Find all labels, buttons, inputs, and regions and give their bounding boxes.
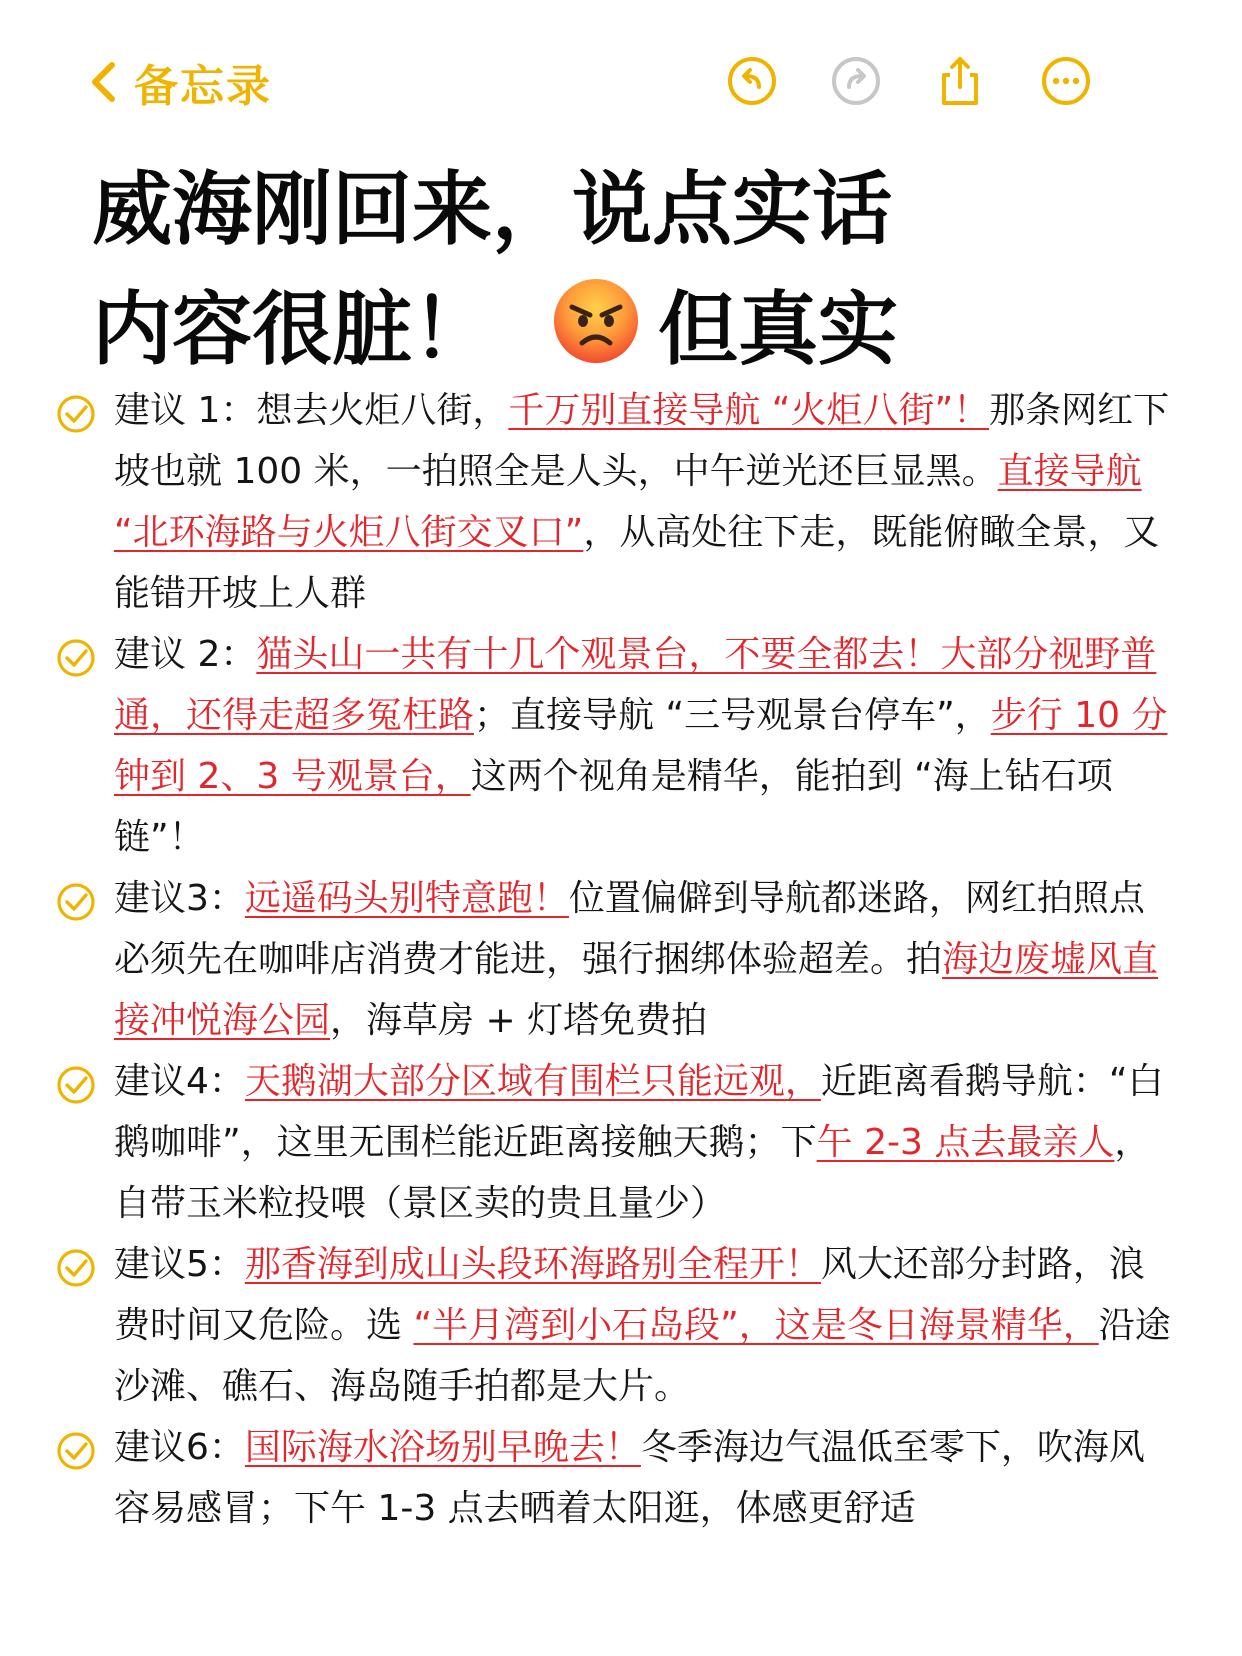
title-line-2a: 内容很脏！ [92, 283, 492, 376]
angry-face-emoji [552, 277, 640, 365]
checklist-item [56, 1417, 1176, 1539]
checkmark-circle-icon[interactable] [56, 882, 96, 922]
checklist-item [56, 868, 1176, 1051]
body-text: 建议6： [114, 1427, 245, 1468]
checklist-item [56, 1234, 1176, 1417]
body-text: 沿途沙滩、礁石、海岛随手拍都是大片。 [114, 1305, 1171, 1407]
share-icon[interactable] [934, 55, 986, 107]
body-text: 这两个视角是精华，能拍到 “海上钻石项链”！ [114, 756, 1113, 858]
body-text: ；直接导航 “三号观景台停车”， [474, 695, 991, 736]
checklist-item [56, 624, 1176, 868]
highlighted-text: “半月湾到小石岛段”，这是冬日海景精华， [413, 1305, 1099, 1346]
body-text: 建议 2： [114, 634, 257, 675]
highlighted-text: 国际海水浴场别早晚去！ [244, 1427, 641, 1468]
checklist-item [56, 380, 1176, 624]
body-text: ，从高处往下走，既能俯瞰全景，又能错开坡上人群 [114, 512, 1160, 614]
back-button[interactable] [86, 50, 272, 114]
body-text: 建议4： [114, 1061, 245, 1102]
chevron-left-icon [86, 59, 120, 105]
highlighted-text: 海边废墟风直接冲悦海公园 [114, 939, 1159, 1041]
body-text: 冬季海边气温低至零下，吹海风容易感冒；下午 1-3 点去晒着太阳逛，体感更舒适 [114, 1427, 1145, 1529]
back-label: 备忘录 [134, 61, 272, 112]
note-title [92, 150, 898, 390]
highlighted-text: 午 2-3 点去最亲人 [816, 1122, 1115, 1163]
body-text: 建议3： [114, 878, 245, 919]
more-icon[interactable] [1040, 55, 1092, 107]
body-text: 风大还部分封路，浪费时间又危险。选 [114, 1244, 1145, 1346]
checkmark-circle-icon[interactable] [56, 1065, 96, 1105]
highlighted-text: 步行 10 分钟到 2、3 号观景台， [114, 695, 1168, 797]
title-line-2 [92, 270, 898, 390]
checkmark-circle-icon[interactable] [56, 1431, 96, 1471]
highlighted-text: 猫头山一共有十几个观景台，不要全都去！大部分视野普通，还得走超多冤枉路 [114, 634, 1157, 736]
body-text: 那条网红下坡也就 100 米，一拍照全是人头，中午逆光还巨显黑。 [114, 390, 1170, 492]
highlighted-text: 直接导航 “北环海路与火炬八街交叉口” [114, 451, 1142, 553]
title-line-1: 威海刚回来，说点实话 [92, 163, 892, 256]
checkmark-circle-icon[interactable] [56, 394, 96, 434]
body-text: 位置偏僻到导航都迷路，网红拍照点必须先在咖啡店消费才能进，强行捆绑体验超差。拍 [114, 878, 1145, 980]
body-text: ，自带玉米粒投喂（景区卖的贵且量少） [114, 1122, 1151, 1224]
body-text: ，海草房 + 灯塔免费拍 [330, 1000, 708, 1041]
body-text: 近距离看鹅导航：“白鹅咖啡”，这里无围栏能近距离接触天鹅；下 [114, 1061, 1164, 1163]
redo-icon[interactable] [830, 55, 882, 107]
highlighted-text: 天鹅湖大部分区域有围栏只能远观， [244, 1061, 821, 1102]
body-text: 建议 1：想去火炬八街， [114, 390, 509, 431]
title-line-2b: 但真实 [658, 283, 898, 376]
checklist-item [56, 1051, 1176, 1234]
tips-list [56, 380, 1176, 1539]
top-toolbar [0, 0, 1242, 160]
undo-icon[interactable] [726, 55, 778, 107]
checkmark-circle-icon[interactable] [56, 1248, 96, 1288]
highlighted-text: 千万别直接导航 “火炬八街”！ [508, 390, 990, 431]
highlighted-text: 那香海到成山头段环海路别全程开！ [244, 1244, 821, 1285]
body-text: 建议5： [114, 1244, 245, 1285]
highlighted-text: 远遥码头别特意跑！ [244, 878, 569, 919]
checkmark-circle-icon[interactable] [56, 638, 96, 678]
